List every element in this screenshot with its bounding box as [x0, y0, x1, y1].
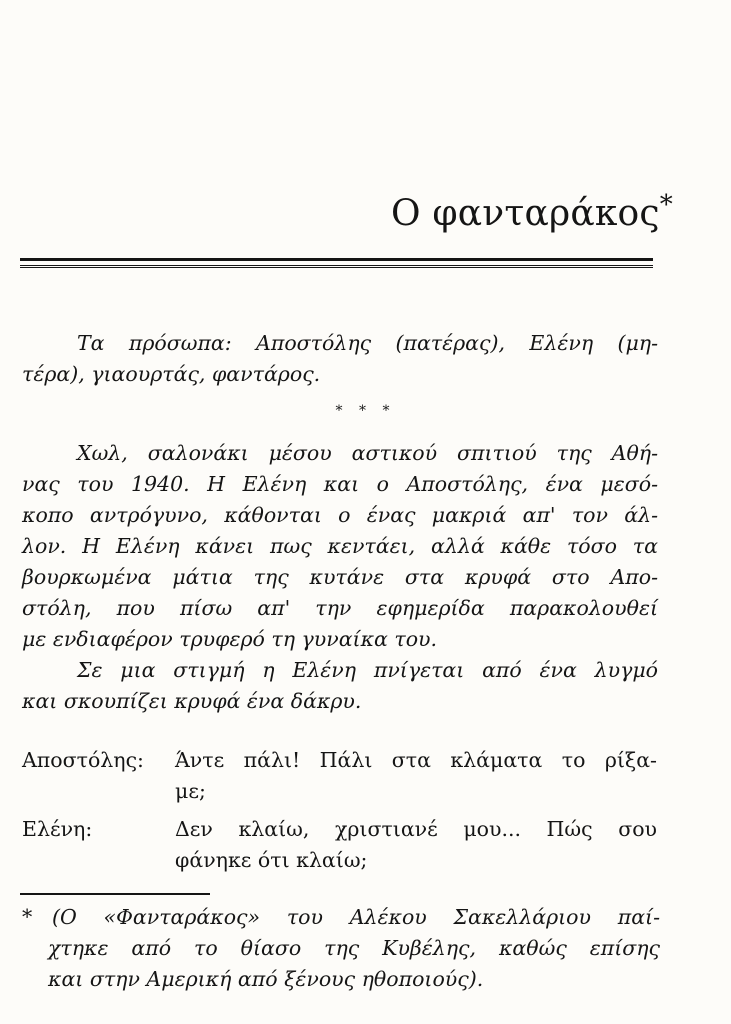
footnote-line: και στην Αμερική από ξένους ηθοποιούς). — [48, 967, 484, 991]
stage-line: Σε μια στιγμή η Ελένη πνίγεται από ένα λυγμό — [77, 658, 658, 682]
footnote-line: (Ο «Φανταράκος» του Αλέκου Σακελλάριου παί- — [52, 905, 660, 929]
stage-line: νας του 1940. Η Ελένη και ο Αποστόλης, ένα μεσό- — [22, 472, 658, 496]
footnote-line: χτηκε από το θίασο της Κυβέλης, καθώς επίσης — [48, 936, 660, 960]
footnote-rule — [20, 893, 210, 895]
speech-text: Άντε πάλι! Πάλι στα κλάματα το ρίξα- με; — [175, 748, 657, 803]
title-text: Ο φανταράκος — [391, 193, 660, 234]
cast-line: τέρα), γιαουρτάς, φαντάρος. — [22, 362, 321, 386]
title-rule — [20, 258, 653, 268]
footnote-mark: * — [22, 905, 33, 929]
footnote — [22, 902, 660, 995]
stage-line: και σκουπίζει κρυφά ένα δάκρυ. — [22, 689, 362, 713]
page-title — [391, 190, 673, 234]
cast-line: Τα πρόσωπα: Αποστόλης (πατέρας), Ελένη (μη- — [77, 331, 658, 355]
title-footnote-mark: * — [659, 190, 673, 220]
speaker-name: Ελένη: — [22, 817, 93, 841]
stage-direction — [22, 438, 658, 717]
stage-line: βουρκωμένα μάτια της κυτάνε στα κρυφά στο Απο- — [22, 565, 658, 589]
speaker-name: Αποστόλης: — [22, 748, 144, 772]
stage-line: στόλη, που πίσω απ' την εφημερίδα παρακολουθεί — [22, 596, 658, 620]
scene-separator: * * * — [335, 403, 396, 419]
stage-line: λον. Η Ελένη κάνει πως κεντάει, αλλά κάθε τόσο τα — [22, 534, 658, 558]
speech-text: Δεν κλαίω, χριστιανέ μου... Πώς σου φάνηκε ότι κλαίω; — [175, 817, 657, 872]
stage-line: Χωλ, σαλονάκι μέσου αστικού σπιτιού της Αθή- — [77, 441, 658, 465]
stage-line: με ενδιαφέρον τρυφερό τη γυναίκα του. — [22, 627, 438, 651]
stage-line: κοπο αντρόγυνο, κάθονται ο ένας μακριά απ' τον άλ- — [22, 503, 658, 527]
cast-list — [22, 328, 658, 390]
